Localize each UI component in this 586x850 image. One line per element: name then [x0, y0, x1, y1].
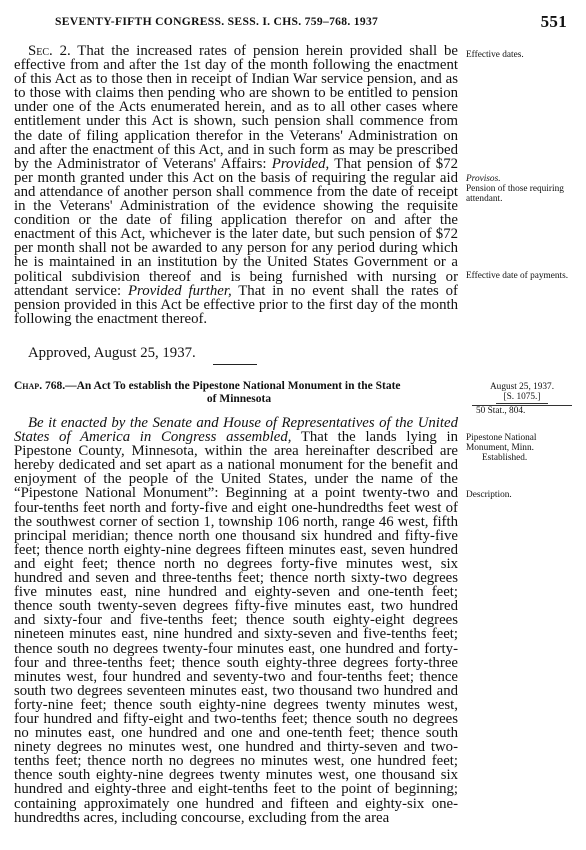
note-provisos-block [466, 174, 574, 204]
note-effective-dates: Effective dates. [466, 50, 524, 60]
note-pipestone: Pipestone National Monument, Minn. [466, 433, 537, 453]
section-2-paragraph [14, 44, 458, 326]
note-pipestone-block [466, 433, 574, 463]
chapter-heading [14, 380, 458, 406]
note-established: Established. [482, 453, 528, 463]
section-number: Sec. 2. [28, 43, 71, 59]
approved-date: Approved, August 25, 1937. [28, 345, 196, 361]
section-2-body-3: That in no event shall the rates of pension provided in this Act be effective prior to the first day of the month following the enactment thereof. [14, 282, 458, 327]
section-2-body: That the increased rates of pension herein provided shall be effective from and after the 1st day of the month following the enactment of this Act as to those then in receipt of Indian War service pension, and as to those with claims then pending who are shown to be entitled to pension under one of the Acts enumerated herein, and as to all other cases where entitlement under this Act is shown, such pension shall commence from the date of filing application therefor in the Veterans' Administration on and after the enactment of this Act, and in such form as may be prescribed by the Administrator of Veterans' Affairs: [14, 43, 458, 172]
bill-reference [472, 382, 572, 416]
page-number: 551 [540, 12, 567, 31]
proviso-2: Provided further, [127, 282, 232, 299]
section-2-body-2: That pension of $72 per month granted under this Act on the basis of requiring the regular aid and attendance of another person shall commence from the date of receipt in the Veterans' Administration of the evidence showing the requisite condition or the date of filing application therefor on and after the enactment of this Act, whichever is the later date, but such pension of $72 per month shall not be awarded to any person for any period during which he is maintained in an institution by the United States Government or a political subdivision thereof and is being furnished with nursing or attendant service: [14, 155, 459, 299]
enacting-text [14, 416, 458, 825]
section-2-text [14, 44, 458, 326]
chapter-number: Chap. 768. [14, 380, 66, 392]
statute-citation: 50 Stat., 804. [472, 405, 572, 416]
note-effective-payments: Effective date of payments. [466, 271, 569, 281]
chapter-title-line1: —An Act To establish the Pipestone National Monument in the State [65, 380, 401, 392]
note-provisos: Provisos. [466, 174, 501, 184]
senate-bill: [S. 1075.] [496, 392, 549, 404]
note-pension-attendant: Pension of those requiring attendant. [466, 184, 564, 204]
enactment-date: August 25, 1937. [489, 382, 555, 392]
running-header [55, 12, 567, 32]
proviso-1: Provided, [271, 155, 330, 172]
enacting-paragraph [14, 416, 458, 825]
enacting-body: That the lands lying in Pipestone County, Minnesota, within the area hereinafter described are hereby dedicated and set apart as a national monument for the benefit and enjoyment of the people of the United States, under the name of the “Pipestone National Monument”: Beginning at a point twenty-two and four-tenths feet north and forty-five and eight one-hundredths feet west of the southwest corner of section 1, township 106 north, range 46 west, fifth principal meridian; thence north one thousand six hundred and fifty-five feet; thence north eighty-nine degrees fifteen minutes east, seven hundred and eight feet; thence north no degrees forty-five minutes west, six hundred and seven and three-tenths feet; thence north sixty-two degrees five minutes east, nine hundred and eighty-seven and one-tenth feet; thence south twenty-seven degrees fifty-five minutes east, two hundred and sixty-four and five-tenths feet; thence south eighty-eight degrees nineteen minutes east, nine hundred and sixty-seven and five-tenths feet; thence south no degrees twenty-four minutes east, one hundred and forty-four and three-tenths feet; thence south eighty-three degrees forty-three minutes west, four hundred and seventy-two and four-tenths feet; thence south two degrees seventeen minutes east, two thousand two hundred and forty-nine feet; thence south eighty-nine degrees twenty minutes west, four hundred and fifty-eight and two-tenths feet; thence south no degrees no minutes east, one hundred and one and one-tenth feet; thence south ninety degrees no minutes west, one hundred and thirty-seven and two-tenths feet; thence north no degrees no minutes west, one hundred feet; thence south eighty-nine degrees twenty minutes west, one thousand six hundred and eighty-three and eight-tenths feet to the point of beginning; containing approximately one hundred and fifteen and eighty-six one-hundredths acres, including concourse, excluding from the area [14, 429, 459, 826]
section-divider [213, 364, 257, 365]
chapter-title-line2: of Minnesota [206, 393, 272, 405]
note-description: Description. [466, 490, 512, 500]
running-title: SEVENTY-FIFTH CONGRESS. SESS. I. CHS. 759–768. 1937 [55, 15, 379, 28]
enacting-clause: Be it enacted by the Senate and House of Representatives of the United States of America in Congress assembled, [14, 415, 458, 446]
